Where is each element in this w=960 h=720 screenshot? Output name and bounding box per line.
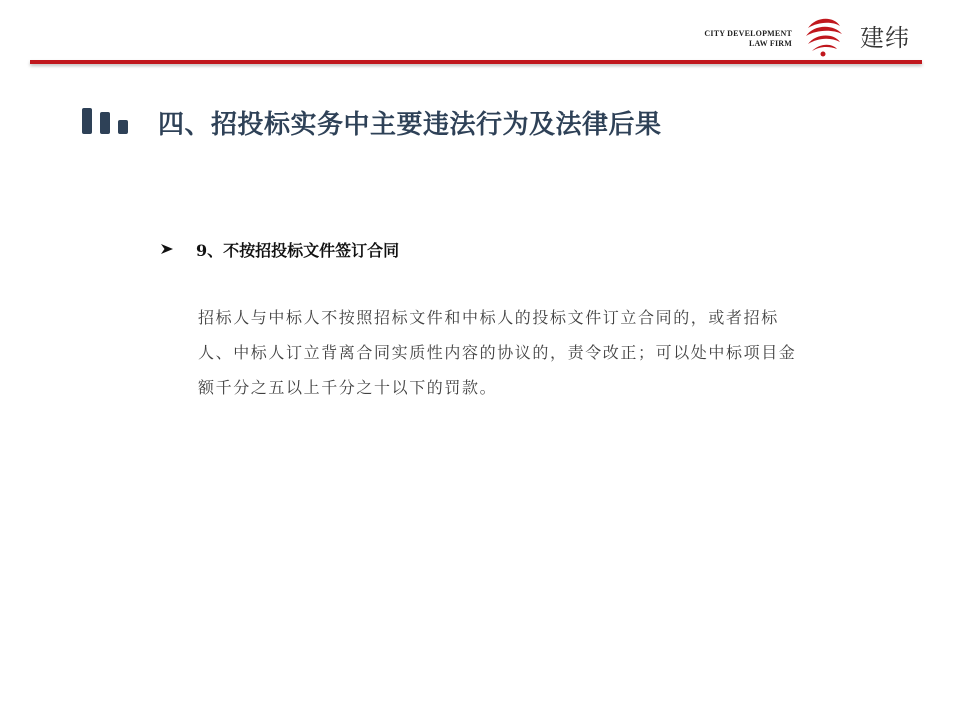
firm-name-cn: 建纬 bbox=[860, 24, 910, 52]
bar-blocks-icon bbox=[82, 108, 134, 134]
arrow-bullet-icon bbox=[160, 243, 174, 255]
firm-name-en-line2: LAW FIRM bbox=[748, 39, 792, 48]
deco-bar bbox=[100, 112, 110, 134]
deco-bar bbox=[82, 108, 92, 134]
body-paragraph: 招标人与中标人不按照招标文件和中标人的投标文件订立合同的，或者招标人、中标人订立背离合同实质性内容的协议的，责令改正；可以处中标项目金额千分之五以上千分之十以下的罚款。 bbox=[198, 308, 797, 397]
deco-bar bbox=[118, 120, 128, 134]
firm-name-en-line1: CITY DEVELOPMENT bbox=[704, 29, 792, 38]
header-rule bbox=[30, 60, 922, 64]
section-heading bbox=[160, 237, 399, 261]
section-heading-text: 9、不按招投标文件签订合同 bbox=[196, 240, 400, 260]
slide-title: 四、招投标实务中主要违法行为及法律后果 bbox=[158, 110, 662, 140]
firm-name-en bbox=[704, 29, 792, 49]
ribbon-emblem-icon bbox=[802, 14, 846, 58]
firm-logo bbox=[690, 12, 910, 58]
